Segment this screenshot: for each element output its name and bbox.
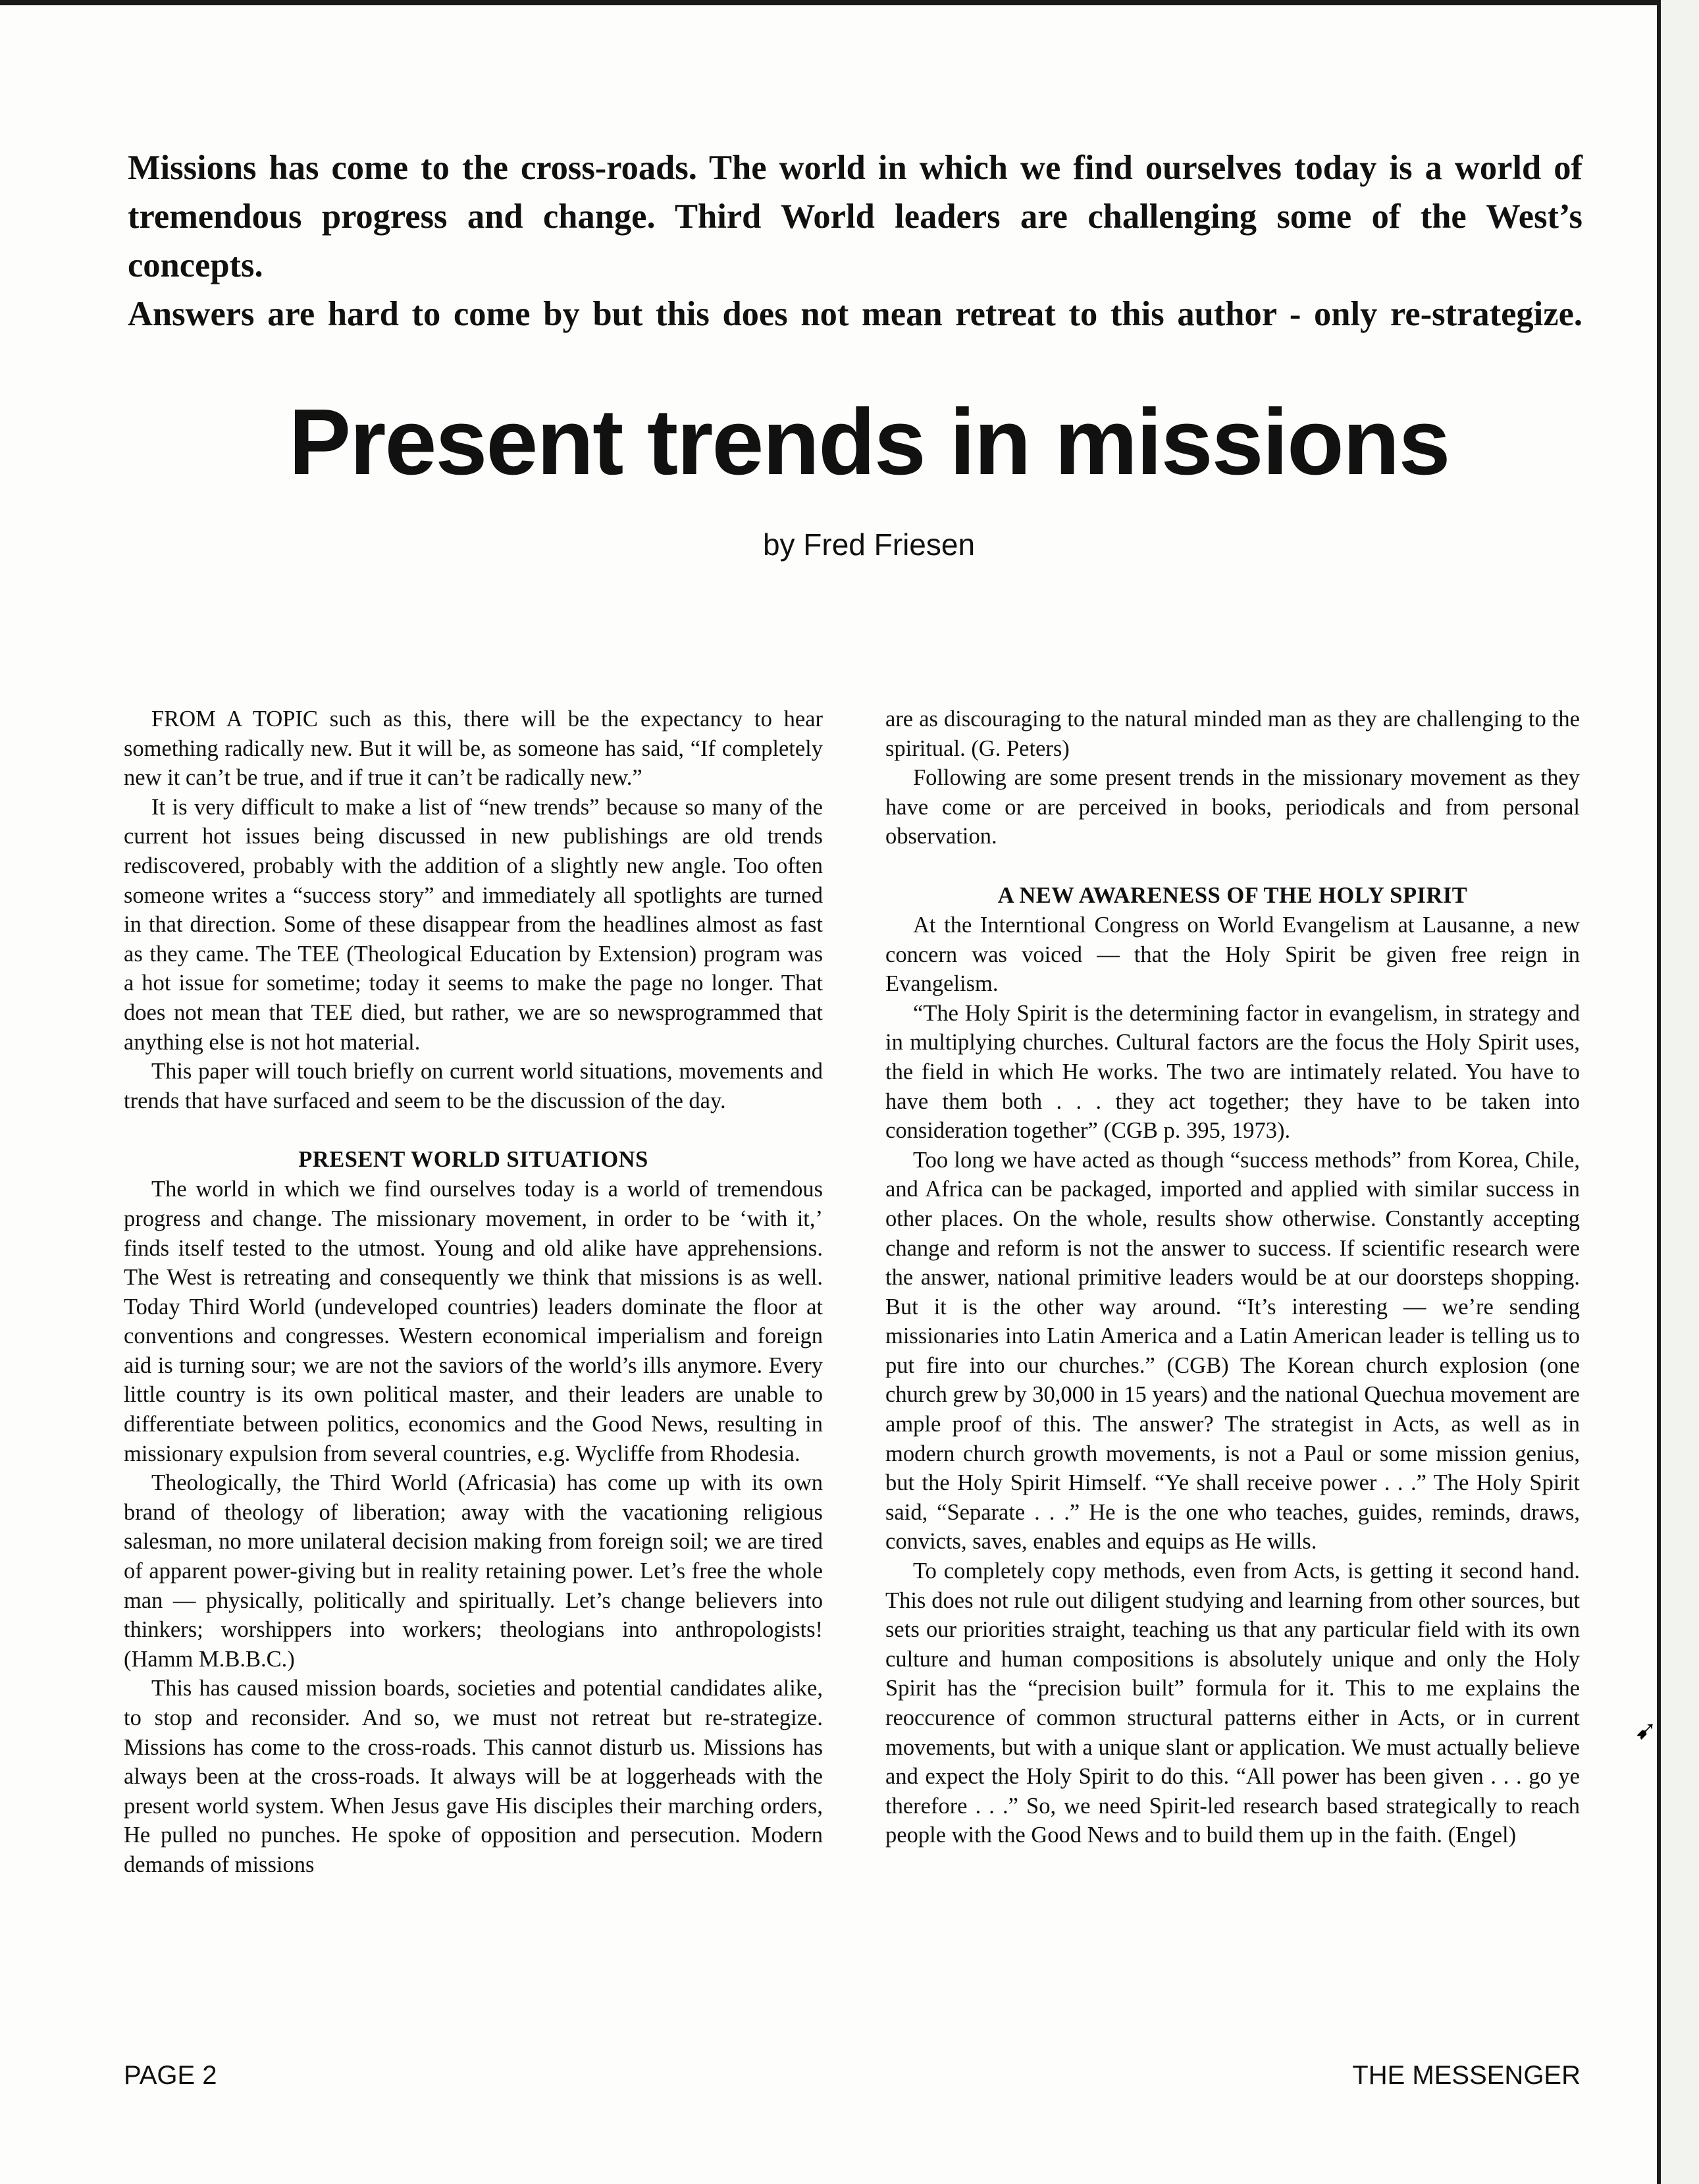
paragraph: Following are some present trends in the missionary movement as they have come or are perceived in books, periodicals and from personal observation.	[885, 765, 1580, 849]
intro-line: Answers are hard to come by but this does not mean retreat to this author - only re-strategize.	[128, 295, 1582, 333]
page-right-edge	[1657, 0, 1699, 2184]
section-heading: A NEW AWARENESS OF THE HOLY SPIRIT	[997, 882, 1468, 908]
left-column	[124, 705, 823, 1880]
paragraph: are as discouraging to the natural minded man as they are challenging to the spiritual. (G. Peters)	[885, 706, 1580, 761]
margin-mark-icon: ➹	[1634, 1715, 1657, 1745]
paragraph: At the Interntional Congress on World Evangelism at Lausanne, a new concern was voiced — that the Holy Spirit be given free reign in Evangelism.	[885, 912, 1580, 997]
publication-name: THE MESSENGER	[1352, 2061, 1581, 2090]
page-top-edge	[0, 0, 1699, 5]
paragraph: To completely copy methods, even from Acts, is getting it second hand. This does not rule out diligent studying and learning from other sources, but sets our priorities straight, teaching us that any particular field with its own culture and human compositions is absolutely unique and only the Holy Spirit has the “precision built” formula for it. This to me explains the reoccurence of common structural patterns either in Acts, or in current movements, but with a unique slant or application. We must actually believe and expect the Holy Spirit to do this. “All power has been given . . . go ye therefore . . .” So, we need Spirit-led research based strategically to reach people with the Good News and to build them up in the faith. (Engel)	[885, 1558, 1580, 1848]
paragraph: This paper will touch briefly on current world situations, movements and trends that have surfaced and seem to be the discussion of the day.	[124, 1059, 823, 1113]
paragraph: The world in which we find ourselves today is a world of tremendous progress and change. The missionary movement, in order to be ‘with it,’ finds itself tested to the utmost. Young and old alike have apprehensions. The West is retreating and consequently we think that missions is as well. Today Third World (undeveloped countries) leaders dominate the floor at conventions and congresses. Western economical imperialism and foreign aid is turning sour; we are not the saviors of the world’s ills anymore. Every little country is its own political master, and their leaders are unable to differentiate between politics, economics and the Good News, resulting in missionary expulsion from several countries, e.g. Wycliffe from Rhodesia.	[124, 1177, 823, 1466]
paragraph: It is very difficult to make a list of “new trends” because so many of the current hot issues being discussed in new publishings are old trends rediscovered, probably with the addition of a slightly new angle. Too often someone writes a “success story” and immediately all spotlights are turned in that direction. Some of these disappear from the headlines almost as fast as they came. The TEE (Theological Education by Extension) program was a hot issue for sometime; today it seems to make the page no longer. That does not mean that TEE died, but rather, we are so newsprogrammed that anything else is not hot material.	[124, 794, 823, 1055]
paragraph: Theologically, the Third World (Africasia) has come up with its own brand of theology of liberation; away with the vacationing religious salesman, no more unilateral decision making from foreign soil; we are tired of apparent power-giving but in reality retaining power. Let’s free the whole man — physically, politically and spiritually. Let’s change believers into thinkers; worshippers into workers; theologians into anthropologists! (Hamm M.B.B.C.)	[124, 1470, 823, 1672]
section-heading: PRESENT WORLD SITUATIONS	[298, 1147, 648, 1173]
paragraph: Too long we have acted as though “success methods” from Korea, Chile, and Africa can be packaged, imported and applied with similar success in other places. On the whole, results show otherwise. Constantly accepting change and reform is not the answer to success. If scientific research were the answer, national primitive leaders would be at our doorsteps shopping. But it is the other way around. “It’s interesting — we’re sending missionaries into Latin America and a Latin American leader is telling us to put fire into our churches.” (CGB) The Korean church explosion (one church grew by 30,000 in 15 years) and the national Quechua movement are ample proof of this. The answer? The strategist in Acts, as well as in modern church growth movements, is not a Paul or some mission genius, but the Holy Spirit Himself. “Ye shall receive power . . .” The Holy Spirit said, “Separate . . .” He is the one who teaches, guides, reminds, draws, convicts, saves, enables and equips as He wills.	[885, 1147, 1580, 1555]
paragraph: This has caused mission boards, societies and potential candidates alike, to stop and reconsider. And so, we must not retreat but re-strategize. Missions has come to the cross-roads. This cannot disturb us. Missions has always been at the cross-roads. It always will be at loggerheads with the present world system. When Jesus gave His disciples their marching orders, He pulled no punches. He spoke of opposition and persecution. Modern demands of missions	[124, 1676, 823, 1877]
page-number: PAGE 2	[124, 2061, 217, 2090]
paragraph: FROM A TOPIC such as this, there will be the expectancy to hear something radically new. But it will be, as someone has said, “If completely new it can’t be true, and if true it can’t be radically new.”	[124, 706, 823, 791]
intro-line: tremendous progress and change. Third World leaders are challenging some of the West’s concepts.	[128, 198, 1582, 284]
article-byline: by Fred Friesen	[762, 527, 976, 562]
article-title: Present trends in missions	[288, 390, 1450, 494]
paragraph: “The Holy Spirit is the determining factor in evangelism, in strategy and in multiplying churches. Cultural factors are the focus the Holy Spirit uses, the field in which He works. The two are intimately related. You have to have them both . . . they act together; they have to be taken into consideration together” (CGB p. 395, 1973).	[885, 1000, 1580, 1144]
intro-line: Missions has come to the cross-roads. The world in which we find ourselves today is a world of	[128, 149, 1582, 187]
intro-blurb	[128, 144, 1582, 338]
right-column	[885, 705, 1580, 1850]
